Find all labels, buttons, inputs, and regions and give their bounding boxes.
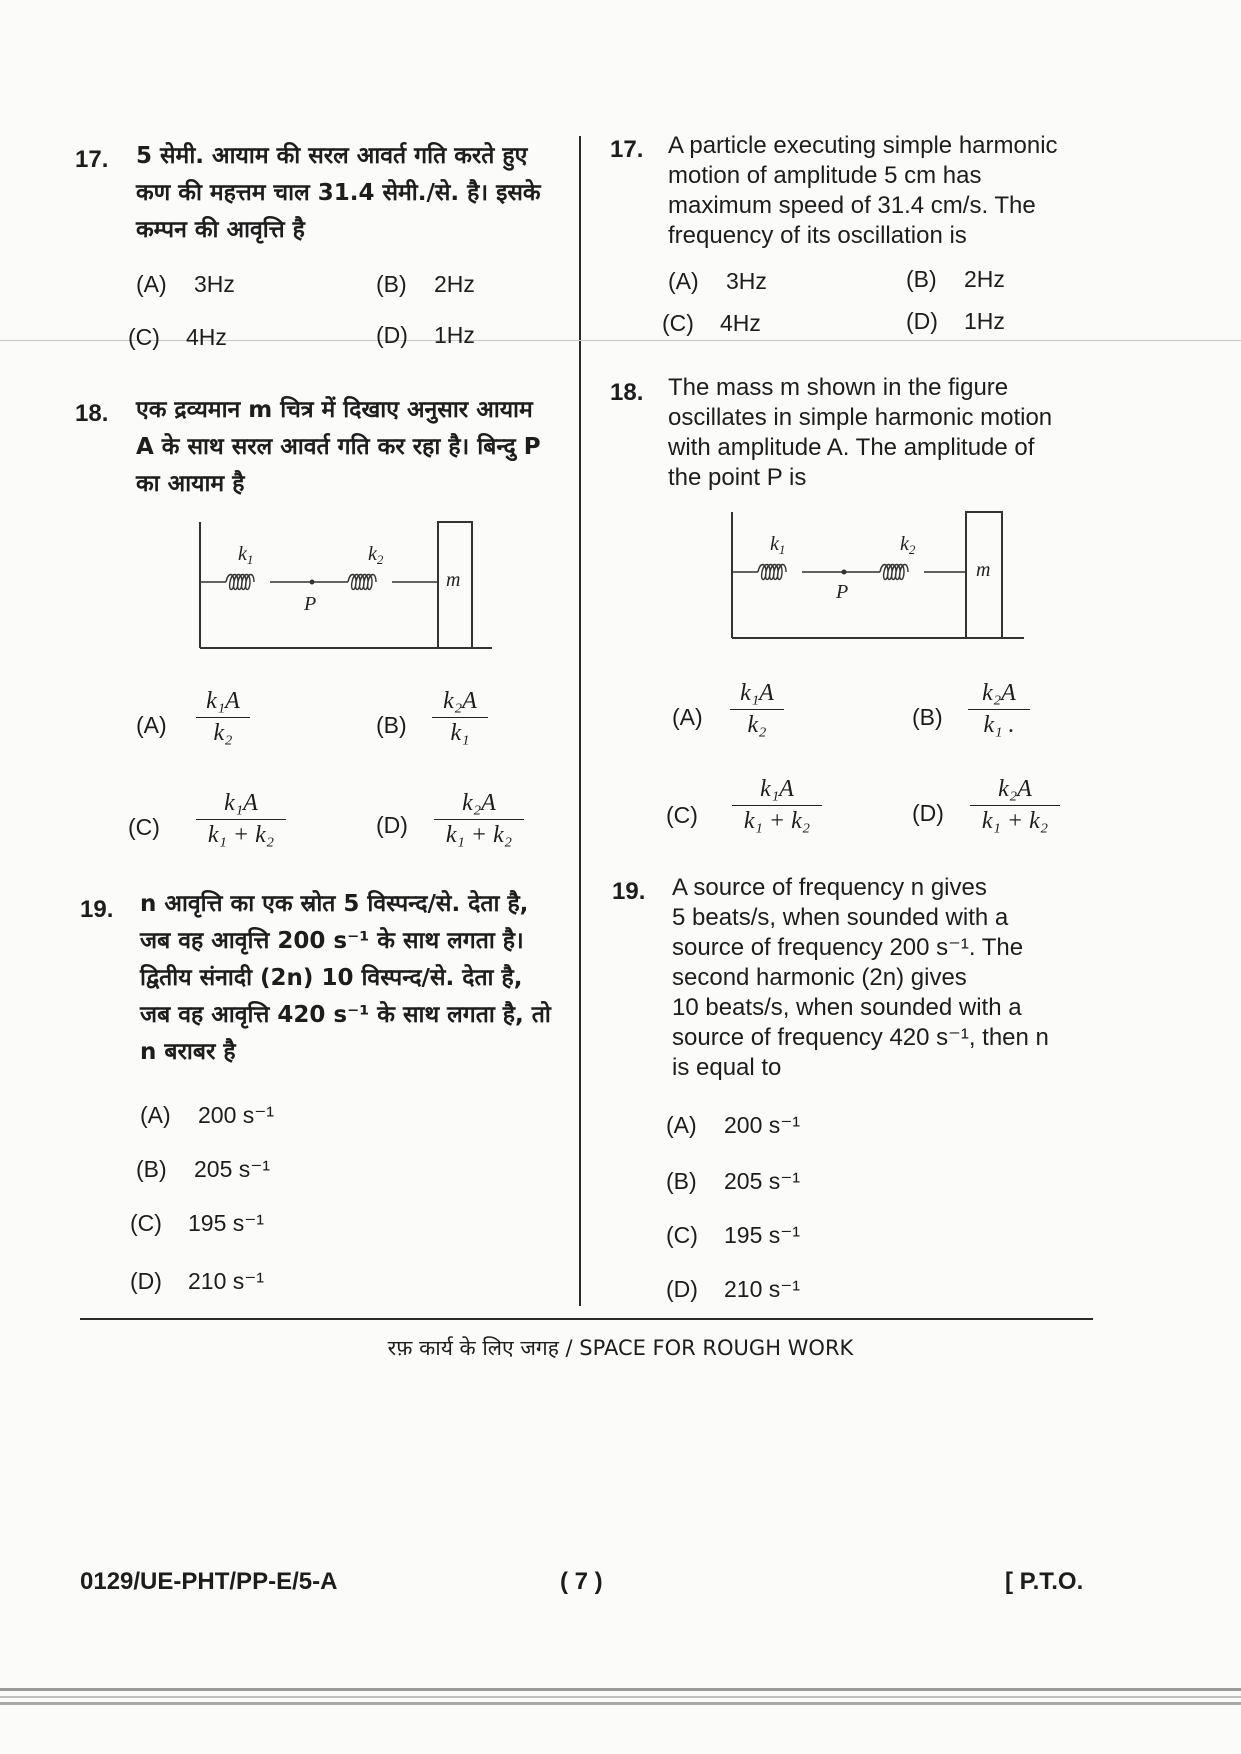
question-line: A के साथ सरल आवर्त गति कर रहा है। बिन्दु P	[136, 434, 541, 460]
option-b-fraction: $\frac{\text{k₂A}}{\text{k₁ .}}$	[968, 680, 1030, 739]
spring-mass-figure	[198, 520, 494, 650]
mass-label: m	[446, 569, 461, 591]
option-c: (C) 195 s⁻¹	[666, 1222, 801, 1248]
rough-work-rule	[80, 1318, 1093, 1320]
option-b-label: (B)	[376, 712, 407, 738]
option-a: (A) 3Hz	[136, 271, 235, 297]
rough-work-caption: रफ़ कार्य के लिए जगह / SPACE FOR ROUGH WORK	[387, 1336, 854, 1360]
scan-band	[0, 1696, 1241, 1698]
option-a-fraction: $\frac{\text{k₁A}}{\text{k₂}}$	[730, 680, 784, 739]
spring-mass-diagram	[198, 520, 494, 650]
option-d-fraction: $\frac{\text{k₂A}}{\text{k₁ + k₂}}$	[434, 790, 524, 849]
option-d: (D) 210 s⁻¹	[666, 1276, 801, 1302]
question-line: का आयाम है	[136, 471, 245, 497]
column-divider	[579, 136, 581, 1306]
question-text	[668, 131, 1088, 251]
option-d-label: (D)	[376, 812, 408, 838]
option-d: (D) 1Hz	[376, 322, 475, 348]
question-line: maximum speed of 31.4 cm/s. The	[668, 192, 1036, 219]
question-line: is equal to	[672, 1054, 782, 1081]
k2-label: $k_2$	[368, 543, 384, 567]
question-number: 17.	[75, 146, 109, 173]
question-line: 5 सेमी. आयाम की सरल आवर्त गति करते हुए	[136, 143, 528, 169]
question-line: oscillates in simple harmonic motion	[668, 404, 1053, 431]
option-c-label: (C)	[128, 814, 160, 840]
question-text	[672, 873, 1088, 1083]
k1-label: $k_1$	[238, 543, 254, 567]
point-label: P	[304, 593, 317, 615]
question-line: with amplitude A. The amplitude of	[668, 434, 1035, 461]
option-c: (C) 4Hz	[662, 310, 761, 336]
option-a: (A) 3Hz	[668, 268, 767, 294]
question-line: The mass m shown in the figure	[668, 374, 1009, 401]
question-line: द्वितीय संनादी (2n) 10 विस्पन्द/से. देता है,	[140, 965, 523, 991]
option-c-label: (C)	[666, 802, 698, 828]
question-line: 5 beats/s, when sounded with a	[672, 904, 1009, 931]
question-number: 17.	[610, 136, 644, 163]
spring-mass-diagram	[730, 510, 1026, 640]
scan-band	[0, 1688, 1241, 1691]
spring-mass-figure	[730, 510, 1026, 640]
pto-label: [ P.T.O.	[1005, 1568, 1084, 1595]
question-line: motion of amplitude 5 cm has	[668, 162, 982, 189]
option-d: (D) 210 s⁻¹	[130, 1268, 265, 1294]
question-number: 19.	[612, 878, 646, 905]
question-line: second harmonic (2n) gives	[672, 964, 967, 991]
question-line: 10 beats/s, when sounded with a	[672, 994, 1022, 1021]
option-a-label: (A)	[136, 712, 167, 738]
mass-label: m	[976, 559, 991, 581]
point-label: P	[836, 581, 849, 603]
question-line: A source of frequency n gives	[672, 874, 987, 901]
option-b: (B) 2Hz	[376, 271, 475, 297]
option-d-fraction: $\frac{\text{k₂A}}{\text{k₁ + k₂}}$	[970, 776, 1060, 835]
option-d: (D) 1Hz	[906, 308, 1005, 334]
question-line: source of frequency 200 s⁻¹. The	[672, 934, 1024, 961]
question-line: the point P is	[668, 464, 807, 491]
option-b: (B) 205 s⁻¹	[136, 1156, 271, 1182]
question-line: n आवृत्ति का एक स्रोत 5 विस्पन्द/से. देता है,	[140, 891, 529, 917]
question-text	[668, 373, 1088, 493]
paper-code: 0129/UE-PHT/PP-E/5-A	[80, 1568, 338, 1595]
option-d-label: (D)	[912, 800, 944, 826]
question-line: source of frequency 420 s⁻¹, then n	[672, 1024, 1049, 1051]
question-line: एक द्रव्यमान m चित्र में दिखाए अनुसार आयाम	[136, 397, 533, 423]
question-text	[140, 886, 570, 1071]
question-line: कण की महत्तम चाल 31.4 सेमी./से. है। इसके	[136, 180, 541, 206]
question-line: जब वह आवृत्ति 420 s⁻¹ के साथ लगता है, तो	[140, 1002, 551, 1028]
k2-label: $k_2$	[900, 533, 916, 557]
option-a: (A) 200 s⁻¹	[666, 1112, 801, 1138]
option-b: (B) 205 s⁻¹	[666, 1168, 801, 1194]
k1-label: $k_1$	[770, 533, 786, 557]
question-line: frequency of its oscillation is	[668, 222, 967, 249]
question-line: कम्पन की आवृत्ति है	[136, 217, 305, 243]
option-c: (C) 4Hz	[128, 324, 227, 350]
option-a-label: (A)	[672, 704, 703, 730]
question-number: 19.	[80, 896, 114, 923]
option-b: (B) 2Hz	[906, 266, 1005, 292]
question-number: 18.	[610, 379, 644, 406]
question-line: n बराबर है	[140, 1039, 236, 1065]
option-a: (A) 200 s⁻¹	[140, 1102, 275, 1128]
question-text	[136, 392, 566, 503]
question-line: A particle executing simple harmonic	[668, 132, 1058, 159]
option-c-fraction: $\frac{\text{k₁A}}{\text{k₁ + k₂}}$	[732, 776, 822, 835]
question-number: 18.	[75, 400, 109, 427]
option-c: (C) 195 s⁻¹	[130, 1210, 265, 1236]
option-b-fraction: $\frac{\text{k₂A}}{\text{k₁}}$	[432, 688, 488, 747]
option-c-fraction: $\frac{\text{k₁A}}{\text{k₁ + k₂}}$	[196, 790, 286, 849]
question-text	[136, 138, 566, 249]
scan-band	[0, 1702, 1241, 1705]
option-b-label: (B)	[912, 704, 943, 730]
question-line: जब वह आवृत्ति 200 s⁻¹ के साथ लगता है।	[140, 928, 524, 954]
option-a-fraction: $\frac{\text{k₁A}}{\text{k₂}}$	[196, 688, 250, 747]
page-number: ( 7 )	[560, 1568, 603, 1595]
